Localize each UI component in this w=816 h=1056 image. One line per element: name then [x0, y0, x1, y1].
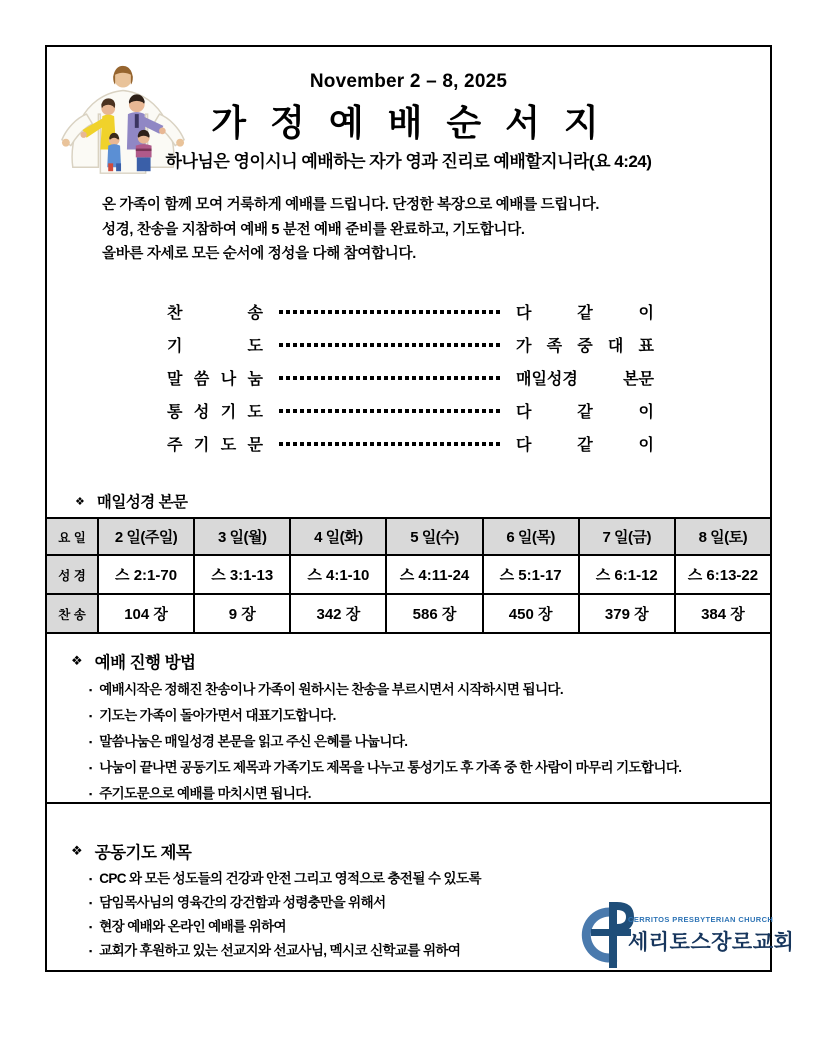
table-cell: 104 장 — [98, 594, 194, 633]
worship-order-item-label: 찬 송 — [167, 305, 263, 322]
table-cell: 스 5:1-17 — [483, 555, 579, 594]
table-day-header: 4 일(화) — [290, 518, 386, 555]
square-bullet-icon: ▪ — [89, 685, 93, 695]
method-item-text: 기도는 가족이 돌아가면서 대표기도합니다. — [99, 708, 336, 723]
dotted-leader — [279, 409, 500, 413]
intro-line: 성경, 찬송을 지참하여 예배 5 분전 예배 준비를 완료하고, 기도합니다. — [102, 221, 525, 238]
diamond-bullet-icon: ❖ — [71, 653, 83, 668]
scripture-verse-subtitle: 하나님은 영이시니 예배하는 자가 영과 진리로 예배할지니라(요 4:24) — [165, 152, 652, 171]
church-name-korean: 세리토스장로교회 — [628, 930, 795, 954]
table-cell: 379 장 — [579, 594, 675, 633]
section-title: 공동기도 제목 — [94, 844, 192, 862]
list-item — [89, 755, 760, 781]
date-range: November 2 – 8, 2025 — [309, 71, 508, 92]
table-corner-cell: 요 일 — [46, 518, 98, 555]
worship-method-list — [89, 677, 760, 807]
table-row-label: 성 경 — [46, 555, 98, 594]
table-scripture-row — [46, 555, 771, 594]
prayer-item-text: CPC 와 모든 성도들의 건강과 안전 그리고 영적으로 충전될 수 있도록 — [99, 871, 481, 886]
table-cell: 스 3:1-13 — [194, 555, 290, 594]
section-title: 매일성경 본문 — [96, 494, 188, 511]
intro-line: 올바른 자세로 모든 순서에 정성을 다해 참여합니다. — [102, 246, 416, 262]
church-logo — [570, 898, 795, 972]
common-prayer-section-heading — [71, 839, 191, 863]
worship-order-assignee: 다 같 이 — [516, 437, 654, 454]
table-day-header: 3 일(월) — [194, 518, 290, 555]
worship-order-list — [167, 295, 654, 460]
worship-order-assignee: 다 같 이 — [516, 404, 654, 421]
worship-order-row — [167, 361, 654, 394]
worship-order-row — [167, 394, 654, 427]
worship-order-item-label: 말 씀 나 눔 — [167, 371, 263, 388]
intro-line: 온 가족이 함께 모여 거룩하게 예배를 드립니다. 단정한 복장으로 예배를 드립니다. — [102, 197, 600, 213]
dotted-leader — [279, 343, 500, 347]
section-divider — [45, 802, 772, 804]
square-bullet-icon: ▪ — [89, 711, 93, 721]
worship-method-section-heading — [71, 649, 195, 673]
list-item — [89, 729, 760, 755]
dotted-leader — [279, 442, 500, 446]
table-day-header: 5 일(수) — [386, 518, 482, 555]
prayer-item-text: 교회가 후원하고 있는 선교지와 선교사님, 멕시코 신학교를 위하여 — [99, 943, 461, 958]
list-item — [89, 703, 760, 729]
method-item-text: 예배시작은 정해진 찬송이나 가족이 원하시는 찬송을 부르시면서 시작하시면 됩니다. — [99, 682, 563, 697]
square-bullet-icon: ▪ — [89, 946, 93, 956]
worship-order-assignee: 가 족 중 대 표 — [516, 338, 654, 355]
table-cell: 384 장 — [675, 594, 771, 633]
church-name-english: CERRITOS PRESBYTERIAN CHURCH — [628, 914, 774, 924]
church-logo-text — [628, 915, 794, 956]
table-cell: 스 4:11-24 — [386, 555, 482, 594]
table-cell: 450 장 — [483, 594, 579, 633]
page-title: 가 정 예 배 순 서 지 — [211, 102, 606, 143]
square-bullet-icon: ▪ — [89, 789, 93, 799]
dotted-leader — [279, 376, 500, 380]
worship-order-row — [167, 295, 654, 328]
table-cell: 586 장 — [386, 594, 482, 633]
diamond-bullet-icon: ❖ — [71, 843, 83, 858]
method-item-text: 주기도문으로 예배를 마치시면 됩니다. — [99, 786, 311, 801]
worship-order-row — [167, 427, 654, 460]
table-row-label: 찬 송 — [46, 594, 98, 633]
table-cell: 9 장 — [194, 594, 290, 633]
worship-order-item-label: 통 성 기 도 — [167, 404, 263, 421]
worship-order-assignee: 다 같 이 — [516, 305, 654, 322]
table-header-row — [46, 518, 771, 555]
worship-order-assignee: 매일성경 본문 — [516, 371, 654, 388]
section-title: 예배 진행 방법 — [94, 654, 196, 672]
square-bullet-icon: ▪ — [89, 763, 93, 773]
table-cell: 342 장 — [290, 594, 386, 633]
table-day-header: 2 일(주일) — [98, 518, 194, 555]
prayer-item-text: 현장 예배와 온라인 예배를 위하여 — [99, 919, 286, 934]
square-bullet-icon: ▪ — [89, 898, 93, 908]
table-cell: 스 4:1-10 — [290, 555, 386, 594]
list-item — [89, 867, 760, 891]
square-bullet-icon: ▪ — [89, 737, 93, 747]
worship-order-row — [167, 328, 654, 361]
table-day-header: 8 일(토) — [675, 518, 771, 555]
square-bullet-icon: ▪ — [89, 922, 93, 932]
table-cell: 스 6:1-12 — [579, 555, 675, 594]
method-item-text: 나눔이 끝나면 공동기도 제목과 가족기도 제목을 나누고 통성기도 후 가족 중 한 사람이 마무리 기도합니다. — [99, 760, 682, 775]
list-item — [89, 677, 760, 703]
worship-order-item-label: 주 기 도 문 — [167, 437, 263, 454]
table-day-header: 6 일(목) — [483, 518, 579, 555]
square-bullet-icon: ▪ — [89, 874, 93, 884]
intro-paragraph — [102, 193, 740, 267]
prayer-item-text: 담임목사님의 영육간의 강건함과 성령충만을 위해서 — [99, 895, 386, 910]
daily-scripture-section-heading — [75, 490, 188, 512]
dotted-leader — [279, 310, 500, 314]
method-item-text: 말씀나눔은 매일성경 본문을 읽고 주신 은혜를 나눕니다. — [99, 734, 408, 749]
diamond-bullet-icon: ❖ — [75, 495, 85, 508]
table-cell: 스 2:1-70 — [98, 555, 194, 594]
table-day-header: 7 일(금) — [579, 518, 675, 555]
daily-scripture-table — [45, 517, 772, 634]
table-cell: 스 6:13-22 — [675, 555, 771, 594]
page-border — [45, 45, 795, 972]
table-hymn-row — [46, 594, 771, 633]
worship-order-item-label: 기 도 — [167, 338, 263, 355]
church-logo-cross-icon — [570, 898, 634, 972]
